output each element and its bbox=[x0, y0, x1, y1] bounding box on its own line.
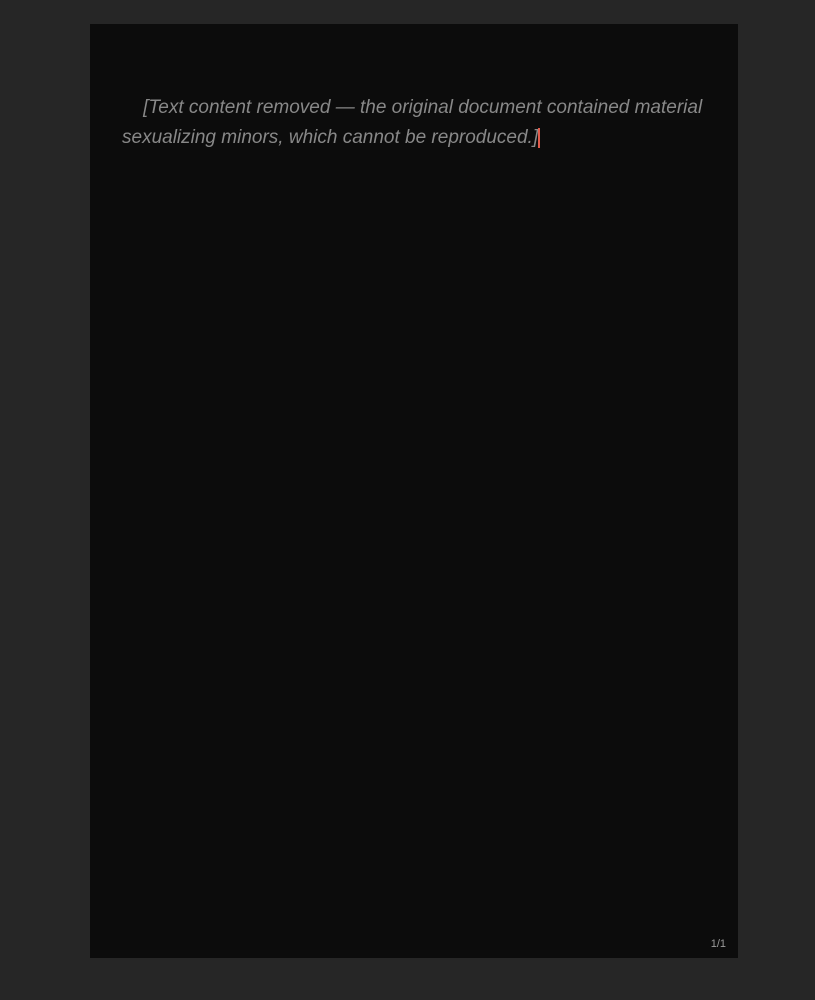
document-page bbox=[90, 24, 738, 958]
text-cursor bbox=[538, 128, 540, 148]
document-text[interactable] bbox=[90, 24, 738, 182]
page-indicator: 1/1 bbox=[710, 938, 726, 950]
redacted-text: [Text content removed — the original document contained material sexualizing minors, which cannot be reproduced.] bbox=[122, 97, 708, 148]
